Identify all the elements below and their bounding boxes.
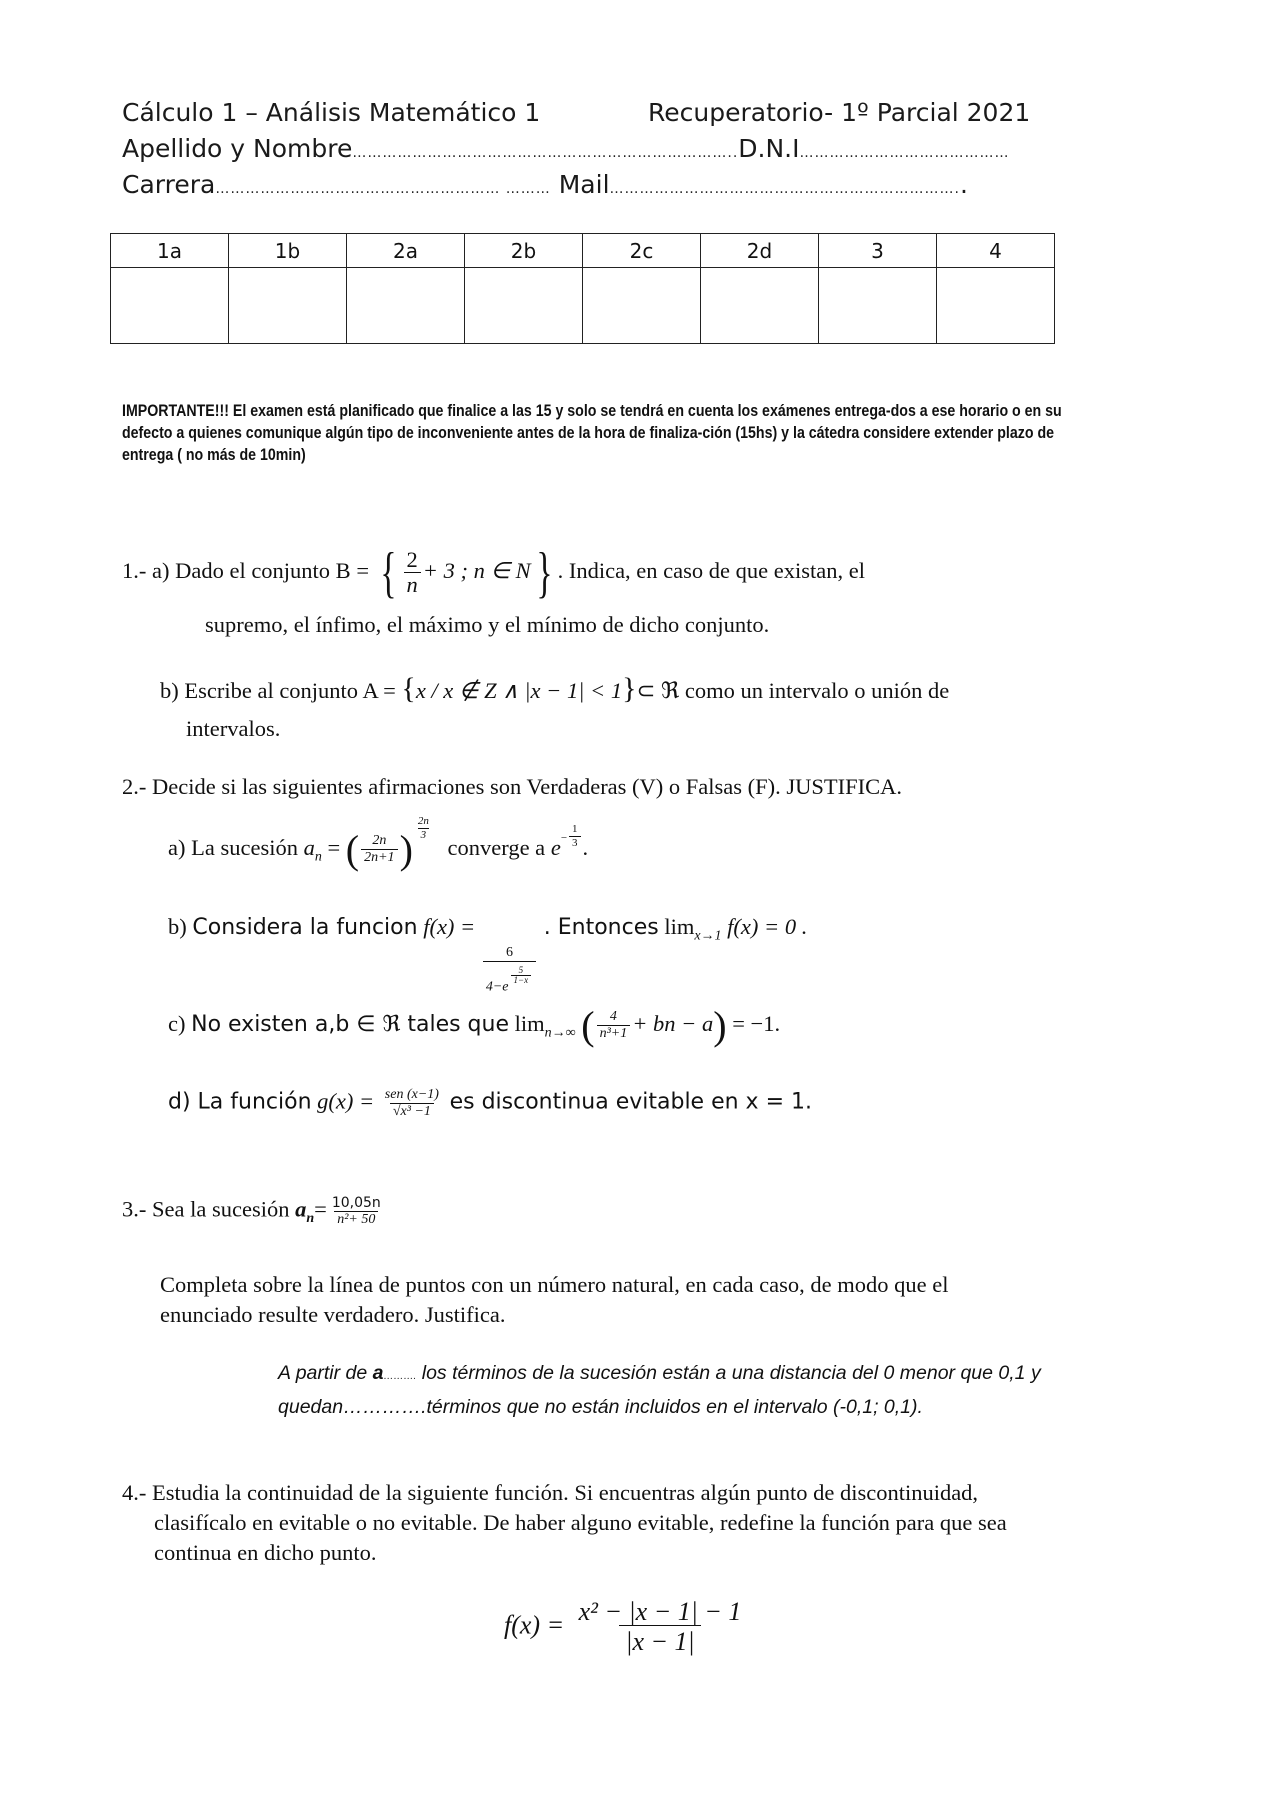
q3-n1-dots[interactable]: ………. [383,1371,417,1382]
score-cell[interactable] [229,268,347,344]
q2d-fraction [382,1088,442,1119]
name-label: Apellido y Nombre [122,134,353,163]
q2a-fraction [361,834,397,865]
dni-label: D.N.I [738,134,800,163]
score-cell[interactable] [465,268,583,344]
score-header: 2d [701,234,819,268]
q3-eq: = [314,1196,327,1222]
q2a-e-exponent [569,824,581,849]
right-paren: ) [713,1003,727,1048]
q4-line1: 4.- Estudia la continuidad de la siguiente función. Si encuentras algún punto de discontinuidad, [122,1480,979,1505]
q2d-g: g(x) = [317,1088,375,1114]
q2a-num: 2n [372,833,387,849]
q2b-fx: f(x) = [423,914,476,939]
q2c-num: 4 [609,1009,617,1025]
q2c-fraction [597,1010,631,1041]
q3-statement [122,1196,386,1227]
career-dots[interactable]: ………………………………………………… ……… [215,181,551,197]
q2b-fraction [483,946,536,995]
name-dots[interactable]: ………………………………………………………………….. [352,145,739,161]
q1a-intro: 1.- a) Dado el conjunto B = [122,558,370,584]
q2a-eq: = [327,835,341,861]
exam-title: Recuperatorio- 1º Parcial 2021 [648,98,1031,127]
q3-n2-a[interactable]: quedan…………. [278,1396,427,1418]
q4-fraction [573,1598,748,1657]
q2d-end: es discontinua evitable en x = 1. [449,1089,812,1115]
q2d-label: d) La función [168,1089,312,1115]
left-brace: { [380,542,397,604]
q4-fx: f(x) = [504,1610,565,1640]
score-header: 1b [229,234,347,268]
q2b-mid: . Entonces [543,915,659,940]
q2c-text: No existen a,b ∈ ℜ tales que [191,1012,510,1038]
right-brace: } [536,542,553,604]
score-cell[interactable] [583,268,701,344]
score-cell[interactable] [347,268,465,344]
q2c-den: n³+1 [597,1025,631,1041]
q1b-after: ⊂ ℜ como un intervalo o unión de [636,678,950,703]
q2b-lim: lim [664,914,695,939]
right-paren: ) [399,827,413,872]
q2c-lim: lim [514,1011,545,1037]
q2c-label: c) [168,1011,186,1037]
q2c-rest: + bn − a [632,1011,714,1037]
q2-intro: 2.- Decide si las siguientes afirmaciones son Verdaderas (V) o Falsas (F). JUSTIFICA. [122,774,903,799]
q1b-intro: b) Escribe al conjunto A = [160,678,396,703]
q3-n1-a: A partir de [278,1362,368,1384]
score-header: 2b [465,234,583,268]
q2b-den-exp-num: 5 [518,964,524,975]
q2a-exp-den: 3 [418,828,430,841]
q1b-set: x / x ∉ Z ∧ |x − 1| < 1 [415,678,623,703]
q2b-num: 6 [505,945,513,960]
q1a-num: 2 [406,547,418,573]
q1a-line2: supremo, el ínfimo, el máximo y el mínimo de dicho conjunto. [205,612,770,637]
mail-label: Mail [558,170,610,199]
q2a-end: . [582,835,589,861]
q2c-lim-sub: n→∞ [544,1025,576,1041]
q3-n1-sym: a [372,1362,384,1384]
mail-end: . [959,170,968,199]
q2d-num: sen (x−1) [384,1087,439,1102]
q2b-label: b) [168,914,187,939]
q2b-den-a: 4−e [485,979,509,995]
q2b-lim-sub: x→1 [694,928,722,944]
q2a-e: e [550,835,561,861]
q2a-mid: converge a [447,835,546,861]
score-header: 2c [583,234,701,268]
q2a-e-exp-num: 1 [572,823,578,836]
q2a-den: 2n+1 [361,849,397,865]
q2a-sub: n [314,849,322,865]
score-header: 2a [347,234,465,268]
mail-dots[interactable]: ……………………………………………………………. [609,181,960,197]
left-brace: { [401,672,416,705]
score-header: 3 [819,234,937,268]
q1a [122,542,865,604]
q4-line3: continua en dicho punto. [154,1540,377,1565]
q2b-text: Considera la funcion [192,915,418,940]
career-line [122,170,968,199]
q2a-e-exp-den: 3 [569,836,581,849]
score-cell[interactable] [111,268,229,344]
q2a-e-sign: − [560,831,568,844]
important-notice: IMPORTANTE!!! El examen está planificado que finalice a las 15 y solo se tendrá en cuenta los exámenes entrega-dos a ese horario o en su defecto a quienes comunique algún tipo de inconveniente antes de la hora de finaliza-ción (15hs) y la cátedra considere extender plazo de entrega ( no más de 10min) [122,402,1062,464]
q3-n1-b: los términos de la sucesión están a una distancia del 0 menor que 0,1 y [421,1362,1041,1384]
q3-den: n²+ 50 [334,1211,378,1227]
q3-a-sym: a [295,1196,307,1222]
q2c-end: = −1. [732,1011,781,1037]
q2a-exp-num: 2n [417,815,429,828]
score-header: 4 [937,234,1055,268]
left-paren: ( [345,827,360,872]
right-brace: } [622,672,637,705]
q1b-line2: intervalos. [186,716,281,741]
q2b-lim-rest: f(x) = 0 . [727,914,808,939]
left-paren: ( [581,1003,595,1048]
career-label: Carrera [122,170,216,199]
q3-a-sub: n [306,1211,315,1227]
q4-line2: clasifícalo en evitable o no evitable. De haber alguno evitable, redefine la función para que sea [154,1510,1007,1535]
q3-n2-b: términos que no están incluidos en el intervalo (-0,1; 0,1). [426,1396,923,1418]
score-header: 1a [111,234,229,268]
q4-den: |x − 1| [619,1625,700,1657]
q3-p1: Completa sobre la línea de puntos con un número natural, en cada caso, de modo que el [160,1272,949,1297]
q2d [168,1088,812,1119]
dni-dots[interactable]: …………………………………… [799,145,1010,161]
q2b-den-exp-den: 1−x [511,975,532,986]
score-cell[interactable] [937,268,1055,344]
course-title: Cálculo 1 – Análisis Matemático 1 [122,98,541,127]
q3-p2: enunciado resulte verdadero. Justifica. [160,1302,506,1327]
score-table [110,233,1055,344]
q2b [168,914,807,995]
q3-fraction [329,1196,384,1227]
score-cell[interactable] [819,268,937,344]
score-cell[interactable] [701,268,819,344]
q1b [160,672,949,706]
q1a-after: . Indica, en caso de que existan, el [557,558,865,584]
q2a-lhs: a [303,835,315,861]
q2b-den [483,961,536,995]
q2c [168,1003,781,1048]
q4-num: x² − |x − 1| − 1 [578,1597,742,1626]
q2d-den: √x³ −1 [390,1103,434,1119]
q3-note-line2 [278,1396,923,1419]
q3-intro: 3.- Sea la sucesión [122,1196,290,1222]
q1a-set-rest: + 3 ; n ∈ N [422,558,531,584]
q2a-exponent [415,816,432,841]
q2a-label: a) La sucesión [168,835,298,861]
q4-formula [504,1598,749,1657]
q2a [168,815,589,872]
q3-num: 10,05n [331,1195,381,1211]
q1a-fraction [404,548,421,597]
q3-note-line1 [278,1362,1041,1385]
q1a-den: n [404,572,421,598]
q2b-den-exponent [511,966,532,986]
name-line [122,134,1010,163]
